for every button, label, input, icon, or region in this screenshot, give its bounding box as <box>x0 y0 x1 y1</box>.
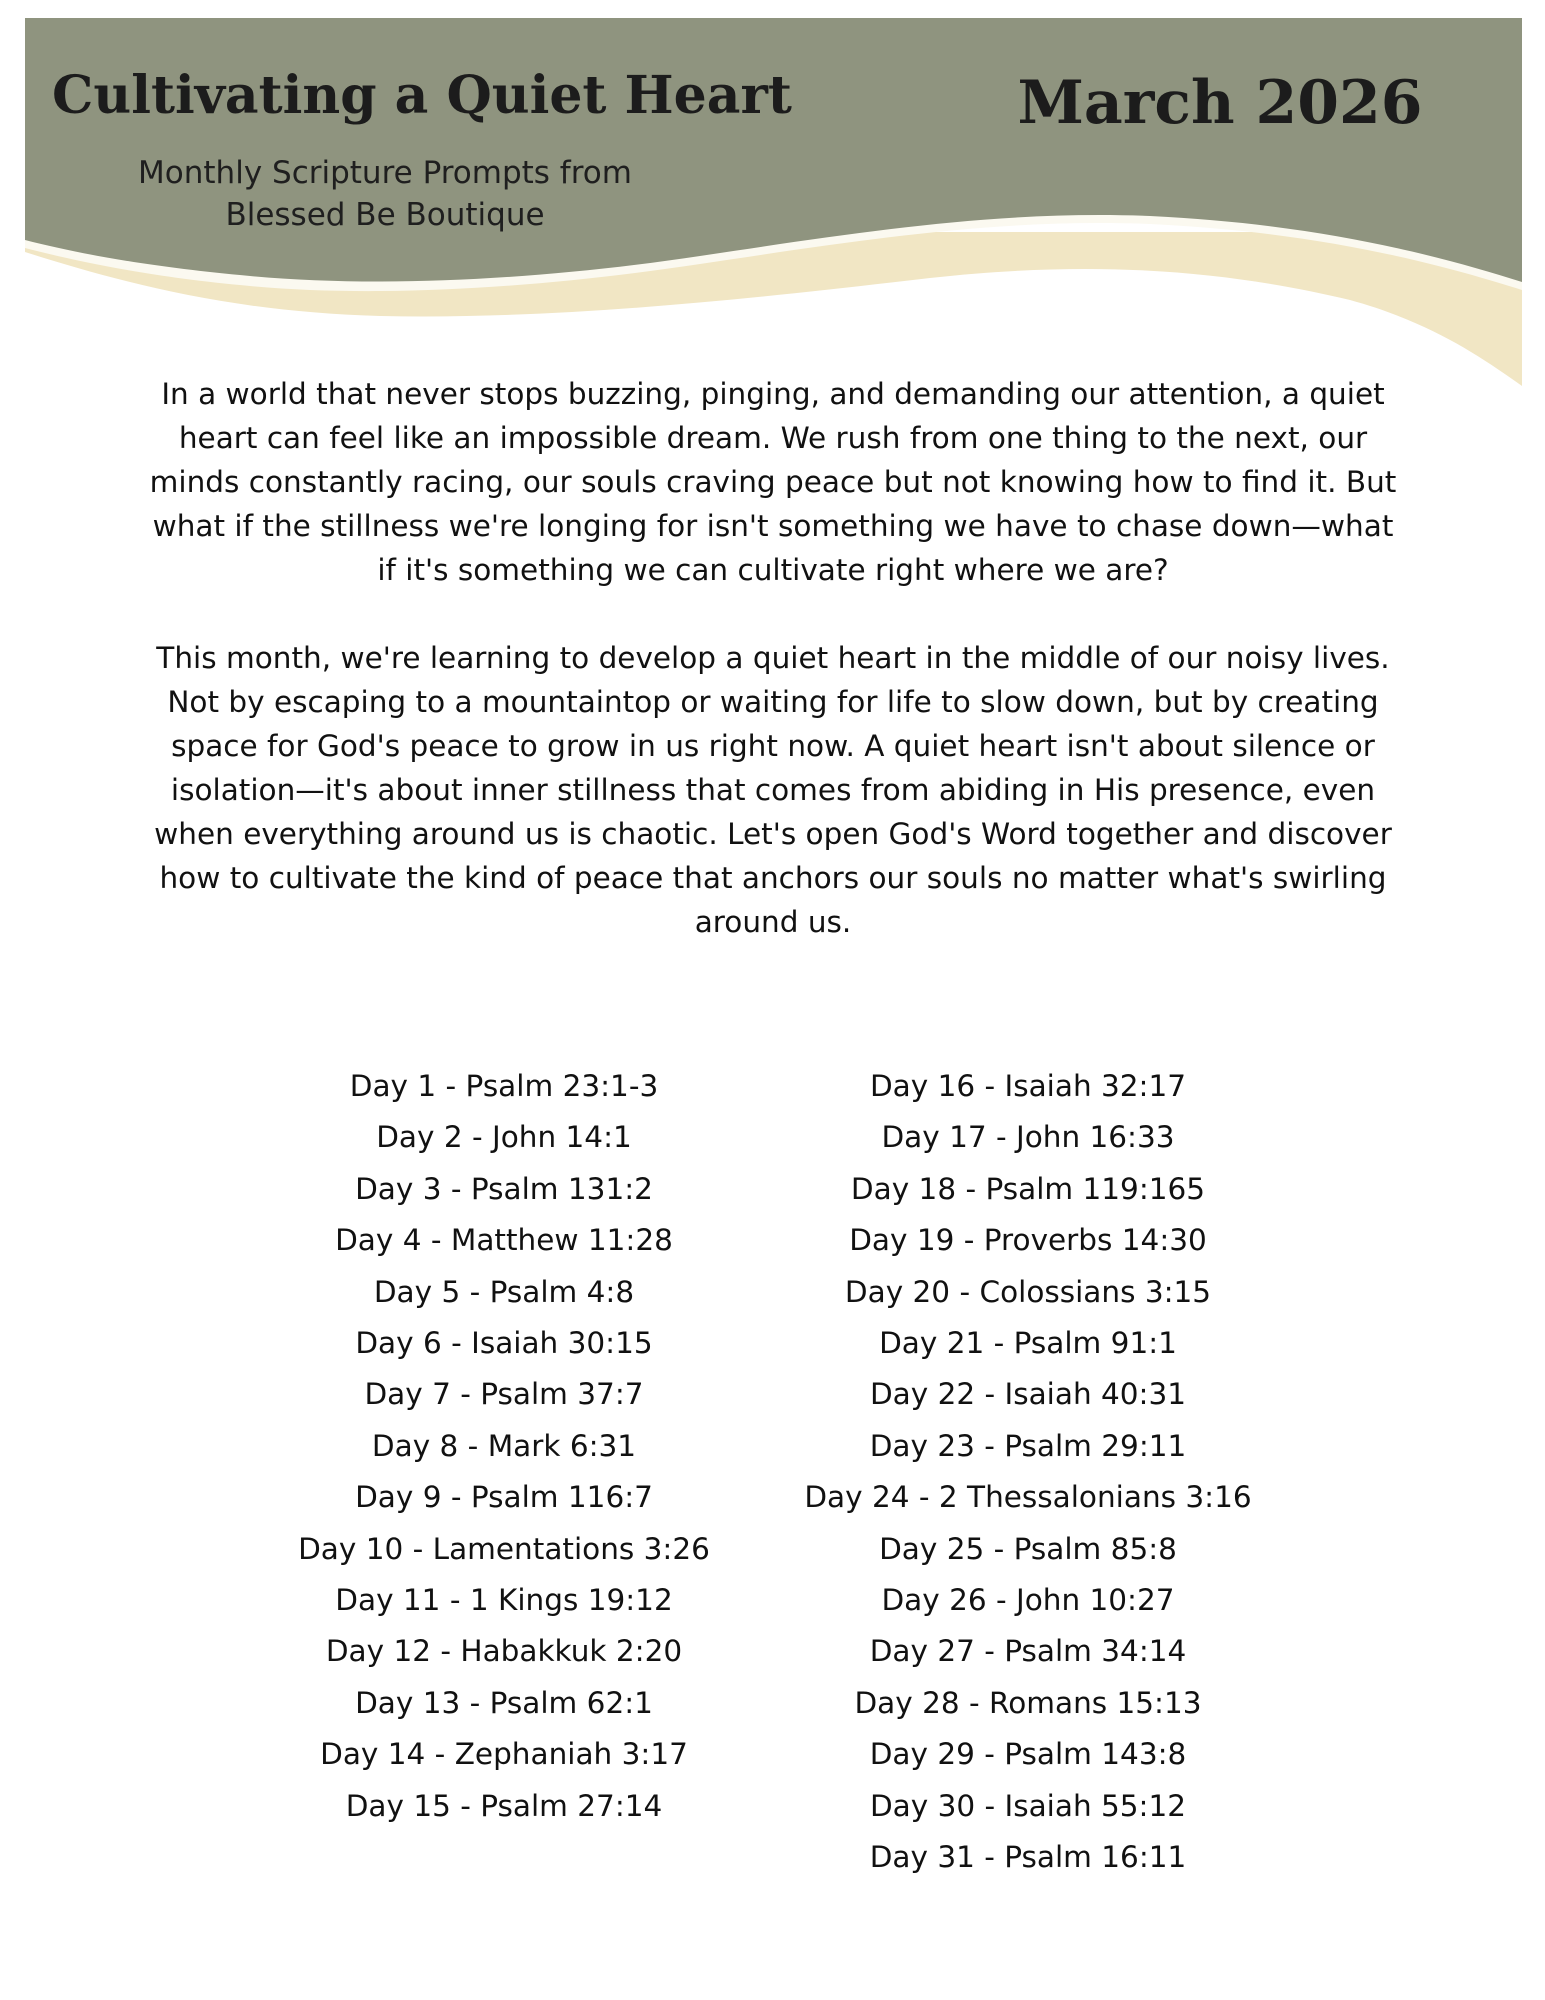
reading-item: Day 16 - Isaiah 32:17 <box>869 1069 1187 1103</box>
reading-item: Day 22 - Isaiah 40:31 <box>869 1377 1187 1412</box>
reading-item: Day 3 - Psalm 131:2 <box>355 1171 653 1206</box>
reading-item: Day 31 - Psalm 16:11 <box>869 1840 1187 1875</box>
reading-item: Day 17 - John 16:33 <box>881 1120 1175 1155</box>
subtitle-line: Monthly Scripture Prompts from <box>138 155 632 191</box>
reading-item: Day 12 - Habakkuk 2:20 <box>325 1634 683 1669</box>
reading-item: Day 4 - Matthew 11:28 <box>335 1223 673 1258</box>
month-heading: March 2026 <box>1017 68 1423 138</box>
reading-item: Day 7 - Psalm 37:7 <box>364 1377 644 1412</box>
subtitle <box>90 152 680 236</box>
reading-item: Day 29 - Psalm 143:8 <box>869 1737 1187 1772</box>
reading-item: Day 18 - Psalm 119:165 <box>850 1171 1206 1206</box>
reading-item: Day 9 - Psalm 116:7 <box>355 1480 653 1515</box>
reading-item: Day 15 - Psalm 27:14 <box>345 1788 663 1823</box>
page-title: Cultivating a Quiet Heart <box>52 65 792 126</box>
reading-item: Day 30 - Isaiah 55:12 <box>869 1788 1187 1823</box>
reading-item: Day 1 - Psalm 23:1-3 <box>349 1069 659 1103</box>
reading-list-left <box>224 1061 784 1832</box>
intro-paragraph: This month, we're learning to develop a quiet heart in the middle of our noisy lives. Not by escaping to a mountaintop or waiting for life to slow down, but by creating space for God's peace to grow in us right now. A quiet heart isn't about silence or isolation—it's about inner stillness that comes from abiding in His presence, even when everything around us is chaotic. Let's open God's Word together and discover how to cultivate the kind of peace that anchors our souls no matter what's swirling around us. <box>154 641 1392 939</box>
reading-item: Day 13 - Psalm 62:1 <box>355 1685 653 1720</box>
reading-item: Day 21 - Psalm 91:1 <box>879 1326 1177 1361</box>
reading-item: Day 8 - Mark 6:31 <box>371 1428 637 1463</box>
reading-item: Day 10 - Lamentations 3:26 <box>298 1531 710 1566</box>
reading-item: Day 19 - Proverbs 14:30 <box>849 1223 1207 1258</box>
reading-item: Day 23 - Psalm 29:11 <box>869 1428 1187 1463</box>
reading-item: Day 5 - Psalm 4:8 <box>373 1274 635 1309</box>
reading-item: Day 24 - 2 Thessalonians 3:16 <box>804 1480 1252 1515</box>
reading-item: Day 27 - Psalm 34:14 <box>869 1634 1187 1669</box>
reading-item: Day 28 - Romans 15:13 <box>854 1685 1202 1720</box>
intro-text <box>148 372 1398 988</box>
reading-item: Day 14 - Zephaniah 3:17 <box>320 1737 688 1772</box>
reading-item: Day 26 - John 10:27 <box>881 1583 1175 1618</box>
reading-item: Day 25 - Psalm 85:8 <box>879 1531 1177 1566</box>
reading-list-right <box>748 1061 1308 1884</box>
reading-item: Day 6 - Isaiah 30:15 <box>355 1326 653 1361</box>
reading-item: Day 11 - 1 Kings 19:12 <box>335 1583 673 1618</box>
intro-paragraph: In a world that never stops buzzing, pinging, and demanding our attention, a quiet heart can feel like an impossible dream. We rush from one thing to the next, our minds constantly racing, our souls craving peace but not knowing how to find it. But what if the stillness we're longing for isn't something we have to chase down—what if it's something we can cultivate right where we are? <box>149 377 1397 587</box>
reading-item: Day 20 - Colossians 3:15 <box>844 1274 1212 1309</box>
subtitle-line: Blessed Be Boutique <box>225 197 545 233</box>
reading-item: Day 2 - John 14:1 <box>376 1120 632 1155</box>
